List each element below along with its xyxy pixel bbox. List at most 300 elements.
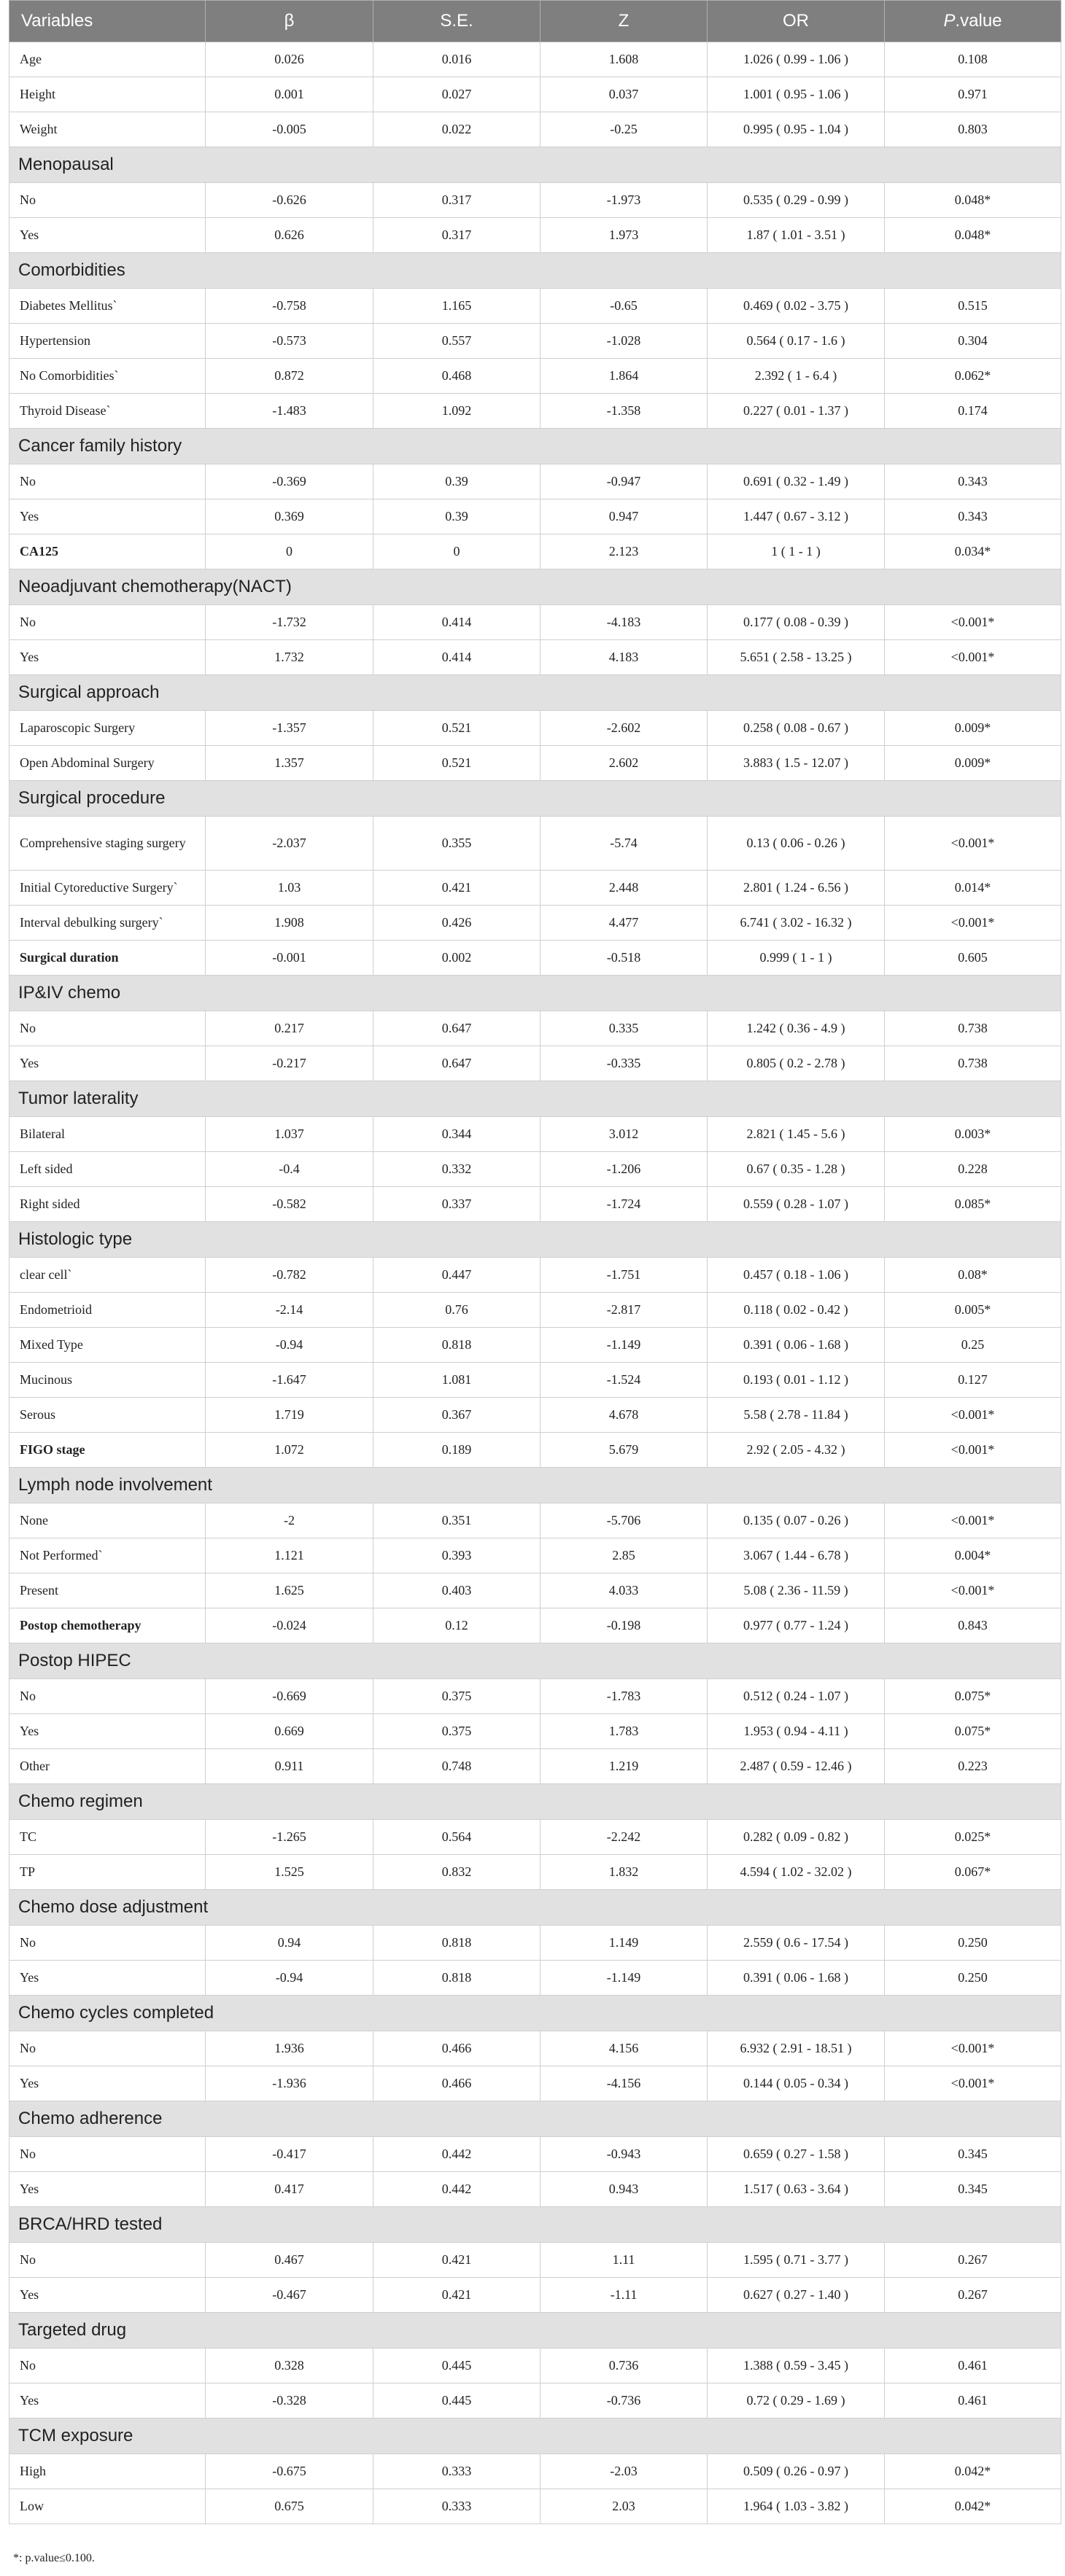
cell-se: 0.39 — [373, 464, 541, 499]
cell-or: 3.067 ( 1.44 - 6.78 ) — [708, 1538, 885, 1573]
cell-z: 4.678 — [541, 1398, 708, 1433]
section-label: Chemo cycles completed — [9, 1996, 1061, 2031]
table-row — [9, 499, 1061, 534]
cell-pvalue: 0.005* — [885, 1293, 1061, 1328]
cell-beta: -1.936 — [206, 2066, 373, 2101]
cell-or: 6.741 ( 3.02 - 16.32 ) — [708, 906, 885, 941]
cell-variable: Bilateral — [9, 1117, 206, 1152]
cell-z: -1.973 — [541, 183, 708, 218]
section-row — [9, 1996, 1061, 2031]
cell-beta: -1.647 — [206, 1363, 373, 1398]
cell-pvalue: 0.250 — [885, 1926, 1061, 1961]
cell-z: 2.602 — [541, 746, 708, 781]
cell-variable: Endometrioid — [9, 1293, 206, 1328]
cell-pvalue: 0.515 — [885, 289, 1061, 324]
cell-z: -0.198 — [541, 1608, 708, 1643]
cell-or: 0.509 ( 0.26 - 0.97 ) — [708, 2454, 885, 2489]
cell-beta: -0.001 — [206, 941, 373, 976]
section-row — [9, 1222, 1061, 1258]
cell-beta: -1.357 — [206, 711, 373, 746]
cell-variable: Age — [9, 42, 206, 77]
cell-variable: Serous — [9, 1398, 206, 1433]
cell-or: 2.801 ( 1.24 - 6.56 ) — [708, 871, 885, 906]
section-label: BRCA/HRD tested — [9, 2207, 1061, 2243]
table-header — [9, 1, 1061, 42]
cell-se: 0.564 — [373, 1820, 541, 1855]
cell-or: 0.118 ( 0.02 - 0.42 ) — [708, 1293, 885, 1328]
cell-beta: 1.732 — [206, 640, 373, 675]
section-label: Postop HIPEC — [9, 1643, 1061, 1679]
cell-z: 1.864 — [541, 359, 708, 394]
cell-beta: -0.573 — [206, 324, 373, 359]
cell-z: 4.477 — [541, 906, 708, 941]
cell-pvalue: 0.803 — [885, 112, 1061, 147]
cell-variable: Hypertension — [9, 324, 206, 359]
cell-pvalue: 0.267 — [885, 2278, 1061, 2313]
cell-beta: 0.872 — [206, 359, 373, 394]
cell-beta: 1.936 — [206, 2031, 373, 2066]
section-label: Chemo adherence — [9, 2101, 1061, 2137]
table-row — [9, 2066, 1061, 2101]
cell-or: 0.144 ( 0.05 - 0.34 ) — [708, 2066, 885, 2101]
cell-pvalue: 0.304 — [885, 324, 1061, 359]
cell-pvalue: 0.843 — [885, 1608, 1061, 1643]
cell-beta: -0.328 — [206, 2384, 373, 2419]
table-row — [9, 1679, 1061, 1714]
cell-beta: 1.037 — [206, 1117, 373, 1152]
cell-variable: No — [9, 183, 206, 218]
cell-beta: -0.417 — [206, 2137, 373, 2172]
cell-or: 0.72 ( 0.29 - 1.69 ) — [708, 2384, 885, 2419]
section-row — [9, 2101, 1061, 2137]
cell-pvalue: 0.075* — [885, 1679, 1061, 1714]
cell-z: 2.123 — [541, 534, 708, 569]
cell-se: 0.414 — [373, 640, 541, 675]
cell-se: 0.445 — [373, 2349, 541, 2384]
cell-variable: No Comorbidities` — [9, 359, 206, 394]
cell-se: 0.76 — [373, 1293, 541, 1328]
cell-pvalue: 0.25 — [885, 1328, 1061, 1363]
cell-or: 5.58 ( 2.78 - 11.84 ) — [708, 1398, 885, 1433]
cell-beta: 0.328 — [206, 2349, 373, 2384]
header-or: OR — [708, 1, 885, 42]
cell-or: 1.388 ( 0.59 - 3.45 ) — [708, 2349, 885, 2384]
cell-pvalue: 0.048* — [885, 183, 1061, 218]
section-row — [9, 1081, 1061, 1117]
table-row — [9, 324, 1061, 359]
cell-se: 0.393 — [373, 1538, 541, 1573]
table-row — [9, 1820, 1061, 1855]
cell-or: 0.805 ( 0.2 - 2.78 ) — [708, 1046, 885, 1081]
table-row — [9, 871, 1061, 906]
cell-pvalue: 0.042* — [885, 2489, 1061, 2524]
cell-pvalue: 0.343 — [885, 464, 1061, 499]
cell-beta: -0.626 — [206, 183, 373, 218]
table-row — [9, 394, 1061, 429]
cell-se: 1.092 — [373, 394, 541, 429]
cell-pvalue: 0.345 — [885, 2172, 1061, 2207]
cell-variable: Right sided — [9, 1187, 206, 1222]
section-row — [9, 2207, 1061, 2243]
cell-beta: -1.732 — [206, 605, 373, 640]
section-row — [9, 429, 1061, 464]
table-row — [9, 534, 1061, 569]
cell-beta: -2.14 — [206, 1293, 373, 1328]
cell-pvalue: 0.009* — [885, 711, 1061, 746]
cell-se: 0.818 — [373, 1328, 541, 1363]
cell-se: 0.442 — [373, 2137, 541, 2172]
cell-variable: No — [9, 1011, 206, 1046]
cell-se: 0.426 — [373, 906, 541, 941]
cell-or: 0.512 ( 0.24 - 1.07 ) — [708, 1679, 885, 1714]
section-row — [9, 675, 1061, 711]
table-row — [9, 2349, 1061, 2384]
cell-or: 3.883 ( 1.5 - 12.07 ) — [708, 746, 885, 781]
cell-z: -2.03 — [541, 2454, 708, 2489]
cell-pvalue: 0.042* — [885, 2454, 1061, 2489]
cell-se: 0.337 — [373, 1187, 541, 1222]
cell-pvalue: <0.001* — [885, 640, 1061, 675]
cell-or: 1.447 ( 0.67 - 3.12 ) — [708, 499, 885, 534]
cell-se: 0 — [373, 534, 541, 569]
section-row — [9, 569, 1061, 605]
cell-variable: No — [9, 1926, 206, 1961]
cell-beta: -0.467 — [206, 2278, 373, 2313]
cell-z: -2.602 — [541, 711, 708, 746]
cell-or: 0.193 ( 0.01 - 1.12 ) — [708, 1363, 885, 1398]
cell-or: 0.691 ( 0.32 - 1.49 ) — [708, 464, 885, 499]
cell-pvalue: <0.001* — [885, 1398, 1061, 1433]
cell-beta: -0.4 — [206, 1152, 373, 1187]
section-row — [9, 2419, 1061, 2454]
cell-beta: 1.719 — [206, 1398, 373, 1433]
cell-se: 0.351 — [373, 1503, 541, 1538]
cell-z: 4.033 — [541, 1573, 708, 1608]
table-row — [9, 1433, 1061, 1468]
table-row — [9, 464, 1061, 499]
cell-beta: 0.417 — [206, 2172, 373, 2207]
section-label: Lymph node involvement — [9, 1468, 1061, 1503]
cell-variable: Not Performed` — [9, 1538, 206, 1573]
cell-or: 1.953 ( 0.94 - 4.11 ) — [708, 1714, 885, 1749]
table-row — [9, 605, 1061, 640]
cell-beta: -0.217 — [206, 1046, 373, 1081]
section-label: Chemo regimen — [9, 1784, 1061, 1820]
cell-se: 0.445 — [373, 2384, 541, 2419]
cell-se: 0.332 — [373, 1152, 541, 1187]
cell-or: 0.391 ( 0.06 - 1.68 ) — [708, 1328, 885, 1363]
cell-variable: Initial Cytoreductive Surgery` — [9, 871, 206, 906]
cell-pvalue: 0.345 — [885, 2137, 1061, 2172]
cell-se: 0.832 — [373, 1855, 541, 1890]
cell-pvalue: <0.001* — [885, 817, 1061, 871]
cell-variable: TC — [9, 1820, 206, 1855]
cell-z: -5.74 — [541, 817, 708, 871]
cell-beta: -0.369 — [206, 464, 373, 499]
cell-z: -4.183 — [541, 605, 708, 640]
table-row — [9, 42, 1061, 77]
cell-se: 0.39 — [373, 499, 541, 534]
cell-z: -4.156 — [541, 2066, 708, 2101]
cell-se: 0.189 — [373, 1433, 541, 1468]
cell-beta: 0.467 — [206, 2243, 373, 2278]
table-row — [9, 1608, 1061, 1643]
cell-se: 0.442 — [373, 2172, 541, 2207]
cell-or: 0.564 ( 0.17 - 1.6 ) — [708, 324, 885, 359]
cell-z: -2.242 — [541, 1820, 708, 1855]
cell-beta: -0.005 — [206, 112, 373, 147]
cell-beta: 0.369 — [206, 499, 373, 534]
section-row — [9, 2313, 1061, 2349]
cell-pvalue: <0.001* — [885, 1573, 1061, 1608]
cell-se: 0.367 — [373, 1398, 541, 1433]
table-row — [9, 183, 1061, 218]
cell-beta: 1.625 — [206, 1573, 373, 1608]
header-pvalue — [885, 1, 1061, 42]
table-row — [9, 77, 1061, 112]
cell-z: -0.518 — [541, 941, 708, 976]
cell-z: -1.028 — [541, 324, 708, 359]
cell-se: 0.557 — [373, 324, 541, 359]
cell-pvalue: 0.223 — [885, 1749, 1061, 1784]
cell-or: 2.487 ( 0.59 - 12.46 ) — [708, 1749, 885, 1784]
cell-or: 2.392 ( 1 - 6.4 ) — [708, 359, 885, 394]
cell-se: 0.818 — [373, 1926, 541, 1961]
cell-se: 0.317 — [373, 218, 541, 253]
cell-or: 0.627 ( 0.27 - 1.40 ) — [708, 2278, 885, 2313]
cell-beta: 0.626 — [206, 218, 373, 253]
section-row — [9, 1784, 1061, 1820]
cell-or: 0.559 ( 0.28 - 1.07 ) — [708, 1187, 885, 1222]
table-row — [9, 359, 1061, 394]
cell-variable: Left sided — [9, 1152, 206, 1187]
cell-pvalue: 0.108 — [885, 42, 1061, 77]
cell-z: 1.11 — [541, 2243, 708, 2278]
cell-se: 0.521 — [373, 711, 541, 746]
cell-pvalue: <0.001* — [885, 2066, 1061, 2101]
cell-pvalue: 0.085* — [885, 1187, 1061, 1222]
cell-beta: -2 — [206, 1503, 373, 1538]
table-row — [9, 1503, 1061, 1538]
cell-beta: -0.94 — [206, 1961, 373, 1996]
cell-z: 0.037 — [541, 77, 708, 112]
cell-z: -1.724 — [541, 1187, 708, 1222]
cell-se: 0.317 — [373, 183, 541, 218]
cell-pvalue: 0.605 — [885, 941, 1061, 976]
cell-beta: 1.525 — [206, 1855, 373, 1890]
cell-pvalue: 0.034* — [885, 534, 1061, 569]
cell-pvalue: <0.001* — [885, 605, 1061, 640]
section-row — [9, 976, 1061, 1011]
cell-se: 0.027 — [373, 77, 541, 112]
cell-pvalue: 0.014* — [885, 871, 1061, 906]
regression-table — [9, 0, 1061, 2524]
table-row — [9, 2278, 1061, 2313]
cell-variable: No — [9, 2349, 206, 2384]
cell-pvalue: <0.001* — [885, 1433, 1061, 1468]
section-label: Neoadjuvant chemotherapy(NACT) — [9, 569, 1061, 605]
cell-se: 0.647 — [373, 1011, 541, 1046]
table-row — [9, 1117, 1061, 1152]
cell-beta: 1.03 — [206, 871, 373, 906]
cell-se: 0.375 — [373, 1714, 541, 1749]
cell-variable: Laparoscopic Surgery — [9, 711, 206, 746]
cell-z: 5.679 — [541, 1433, 708, 1468]
table-row — [9, 1961, 1061, 1996]
cell-z: 3.012 — [541, 1117, 708, 1152]
header-beta: β — [206, 1, 373, 42]
cell-se: 0.12 — [373, 1608, 541, 1643]
cell-variable: Yes — [9, 1961, 206, 1996]
cell-variable: No — [9, 2137, 206, 2172]
cell-or: 5.08 ( 2.36 - 11.59 ) — [708, 1573, 885, 1608]
cell-beta: -2.037 — [206, 817, 373, 871]
cell-variable: clear cell` — [9, 1258, 206, 1293]
cell-beta: 0.026 — [206, 42, 373, 77]
header-z: Z — [541, 1, 708, 42]
cell-or: 0.13 ( 0.06 - 0.26 ) — [708, 817, 885, 871]
cell-beta: 0.669 — [206, 1714, 373, 1749]
cell-se: 0.016 — [373, 42, 541, 77]
cell-or: 0.391 ( 0.06 - 1.68 ) — [708, 1961, 885, 1996]
cell-se: 0.002 — [373, 941, 541, 976]
cell-beta: 0 — [206, 534, 373, 569]
cell-or: 2.821 ( 1.45 - 5.6 ) — [708, 1117, 885, 1152]
cell-pvalue: <0.001* — [885, 2031, 1061, 2066]
table-row — [9, 1011, 1061, 1046]
cell-pvalue: 0.009* — [885, 746, 1061, 781]
cell-variable: No — [9, 605, 206, 640]
cell-variable: No — [9, 464, 206, 499]
cell-variable: CA125 — [9, 534, 206, 569]
cell-z: 2.85 — [541, 1538, 708, 1573]
header-variables: Variables — [9, 1, 206, 42]
table-row — [9, 289, 1061, 324]
cell-se: 0.333 — [373, 2454, 541, 2489]
footnote: *: p.value≤0.100. — [13, 2552, 95, 2564]
cell-variable: High — [9, 2454, 206, 2489]
cell-beta: -0.675 — [206, 2454, 373, 2489]
cell-z: 1.219 — [541, 1749, 708, 1784]
section-row — [9, 781, 1061, 817]
cell-se: 0.521 — [373, 746, 541, 781]
cell-z: 1.832 — [541, 1855, 708, 1890]
cell-or: 2.92 ( 2.05 - 4.32 ) — [708, 1433, 885, 1468]
cell-variable: Postop chemotherapy — [9, 1608, 206, 1643]
table-row — [9, 1046, 1061, 1081]
cell-pvalue: 0.738 — [885, 1046, 1061, 1081]
header-pvalue-rest: .value — [955, 11, 1002, 31]
cell-se: 1.081 — [373, 1363, 541, 1398]
cell-pvalue: 0.075* — [885, 1714, 1061, 1749]
table-row — [9, 1152, 1061, 1187]
section-label: Comorbidities — [9, 253, 1061, 289]
table-row — [9, 1398, 1061, 1433]
cell-beta: 1.072 — [206, 1433, 373, 1468]
cell-beta: 0.675 — [206, 2489, 373, 2524]
cell-z: -0.736 — [541, 2384, 708, 2419]
cell-variable: Yes — [9, 1046, 206, 1081]
cell-or: 0.995 ( 0.95 - 1.04 ) — [708, 112, 885, 147]
section-row — [9, 253, 1061, 289]
cell-pvalue: 0.461 — [885, 2384, 1061, 2419]
cell-se: 0.403 — [373, 1573, 541, 1608]
cell-variable: Thyroid Disease` — [9, 394, 206, 429]
cell-beta: -0.94 — [206, 1328, 373, 1363]
table-row — [9, 640, 1061, 675]
section-label: IP&IV chemo — [9, 976, 1061, 1011]
cell-z: 1.608 — [541, 42, 708, 77]
section-label: Surgical procedure — [9, 781, 1061, 817]
cell-z: -1.149 — [541, 1961, 708, 1996]
cell-variable: Open Abdominal Surgery — [9, 746, 206, 781]
cell-z: -0.943 — [541, 2137, 708, 2172]
cell-or: 0.977 ( 0.77 - 1.24 ) — [708, 1608, 885, 1643]
cell-se: 0.447 — [373, 1258, 541, 1293]
cell-variable: Present — [9, 1573, 206, 1608]
table-row — [9, 1293, 1061, 1328]
cell-variable: FIGO stage — [9, 1433, 206, 1468]
cell-z: 0.943 — [541, 2172, 708, 2207]
table-row — [9, 906, 1061, 941]
table-row — [9, 1328, 1061, 1363]
cell-or: 0.535 ( 0.29 - 0.99 ) — [708, 183, 885, 218]
cell-or: 0.177 ( 0.08 - 0.39 ) — [708, 605, 885, 640]
section-row — [9, 1643, 1061, 1679]
header-row — [9, 1, 1061, 42]
section-row — [9, 1890, 1061, 1926]
cell-se: 0.375 — [373, 1679, 541, 1714]
cell-z: -0.25 — [541, 112, 708, 147]
cell-se: 0.647 — [373, 1046, 541, 1081]
cell-z: -1.206 — [541, 1152, 708, 1187]
cell-or: 0.282 ( 0.09 - 0.82 ) — [708, 1820, 885, 1855]
cell-z: -0.947 — [541, 464, 708, 499]
cell-variable: Comprehensive staging surgery — [9, 817, 206, 871]
cell-beta: -0.024 — [206, 1608, 373, 1643]
cell-variable: Low — [9, 2489, 206, 2524]
cell-pvalue: 0.048* — [885, 218, 1061, 253]
cell-or: 5.651 ( 2.58 - 13.25 ) — [708, 640, 885, 675]
cell-se: 0.466 — [373, 2066, 541, 2101]
cell-or: 1.001 ( 0.95 - 1.06 ) — [708, 77, 885, 112]
cell-beta: 1.908 — [206, 906, 373, 941]
table-row — [9, 2384, 1061, 2419]
cell-pvalue: 0.971 — [885, 77, 1061, 112]
header-se: S.E. — [373, 1, 541, 42]
cell-or: 0.999 ( 1 - 1 ) — [708, 941, 885, 976]
cell-pvalue: 0.461 — [885, 2349, 1061, 2384]
section-label: Menopausal — [9, 147, 1061, 183]
section-label: Chemo dose adjustment — [9, 1890, 1061, 1926]
cell-variable: Yes — [9, 1714, 206, 1749]
table-row — [9, 1749, 1061, 1784]
cell-or: 0.67 ( 0.35 - 1.28 ) — [708, 1152, 885, 1187]
cell-variable: Height — [9, 77, 206, 112]
cell-z: -1.358 — [541, 394, 708, 429]
cell-se: 1.165 — [373, 289, 541, 324]
table-row — [9, 817, 1061, 871]
cell-se: 0.022 — [373, 112, 541, 147]
cell-z: -0.65 — [541, 289, 708, 324]
section-label: Histologic type — [9, 1222, 1061, 1258]
cell-pvalue: 0.025* — [885, 1820, 1061, 1855]
cell-variable: Diabetes Mellitus` — [9, 289, 206, 324]
section-label: Targeted drug — [9, 2313, 1061, 2349]
cell-pvalue: 0.067* — [885, 1855, 1061, 1890]
cell-z: 4.183 — [541, 640, 708, 675]
cell-z: -0.335 — [541, 1046, 708, 1081]
